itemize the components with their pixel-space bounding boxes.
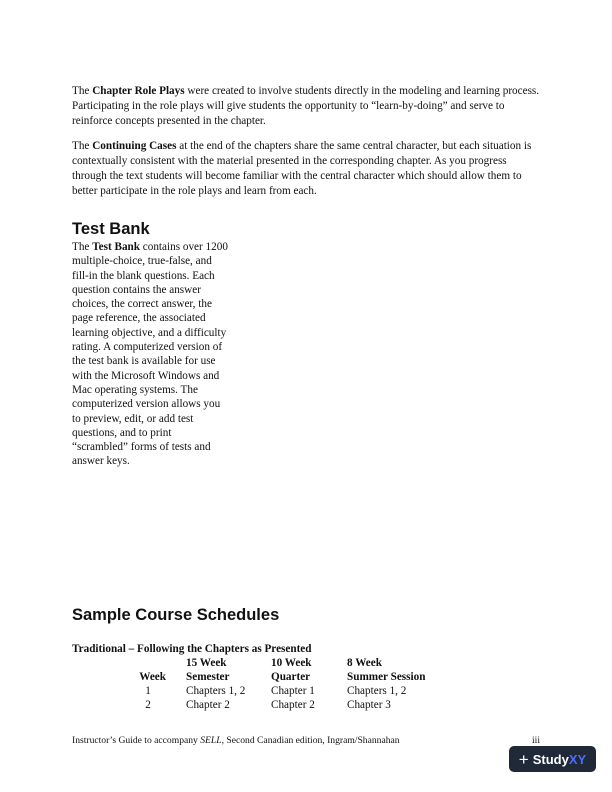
quarter-header: Quarter bbox=[271, 671, 311, 683]
10-week-cell: Chapter 1 bbox=[271, 685, 315, 697]
semester-header: Semester bbox=[186, 671, 230, 683]
test-bank-heading: Test Bank bbox=[72, 220, 150, 238]
schedule-10-week-column bbox=[271, 656, 315, 712]
15-week-cell: Chapter 2 bbox=[186, 699, 230, 711]
8-week-cell: Chapters 1, 2 bbox=[347, 685, 407, 697]
plus-icon: + bbox=[518, 749, 529, 769]
week-cell: 2 bbox=[145, 699, 151, 711]
test-bank-paragraph: The Test Bank contains over 1200 multiple-choice, true-false, and fill-in the blank questions. Each question contains the answer choices, the correct answer, the page reference, the associated learning objective, and a difficulty rating. A computerized version of the test bank is available for use with the Microsoft Windows and Mac operating systems. The computerized version allows you to preview, edit, or add test questions, and to print “scrambled” forms of tests and answer keys. bbox=[72, 241, 228, 468]
schedule-8-week-column bbox=[347, 656, 425, 712]
test-bank-term: Test Bank bbox=[92, 241, 140, 253]
week-header-spacer bbox=[130, 656, 166, 670]
summer-session-header: Summer Session bbox=[347, 671, 426, 683]
schedule-subheading: Traditional – Following the Chapters as Presented bbox=[72, 643, 312, 655]
10-week-cell: Chapter 2 bbox=[271, 699, 315, 711]
continuing-cases-paragraph: The Continuing Cases at the end of the chapters share the same central character, but each situation is contextually consistent with the material presented in the corresponding chapter. As you progress through the text students will become familiar with the central character which should allow them to better participate in the role plays and learn from each. bbox=[72, 140, 532, 197]
continuing-cases-term: Continuing Cases bbox=[92, 140, 177, 152]
8-week-cell: Chapter 3 bbox=[347, 699, 391, 711]
chapter-role-plays-paragraph: The Chapter Role Plays were created to involve students directly in the modeling and learning process. Participating in the role plays will give students the opportunity to “learn-by-doing” and serve to reinforce concepts presented in the chapter. bbox=[72, 85, 540, 127]
week-header: Week bbox=[139, 671, 166, 683]
page-footer: Instructor’s Guide to accompany SELL, Second Canadian edition, Ingram/Shannahan bbox=[72, 735, 400, 746]
book-title: SELL bbox=[200, 735, 222, 746]
studyxy-logo[interactable] bbox=[509, 746, 596, 772]
schedule-15-week-column bbox=[186, 656, 245, 712]
page-number: iii bbox=[532, 735, 540, 746]
8-week-header: 8 Week bbox=[347, 657, 382, 669]
15-week-cell: Chapters 1, 2 bbox=[186, 685, 246, 697]
week-cell: 1 bbox=[145, 685, 151, 697]
logo-study-text: Study bbox=[532, 751, 569, 767]
10-week-header: 10 Week bbox=[271, 657, 312, 669]
chapter-role-plays-term: Chapter Role Plays bbox=[92, 85, 185, 97]
logo-xy-text: XY bbox=[568, 751, 587, 767]
sample-course-schedules-heading: Sample Course Schedules bbox=[72, 606, 280, 624]
schedule-week-column bbox=[130, 656, 166, 712]
15-week-header: 15 Week bbox=[186, 657, 227, 669]
